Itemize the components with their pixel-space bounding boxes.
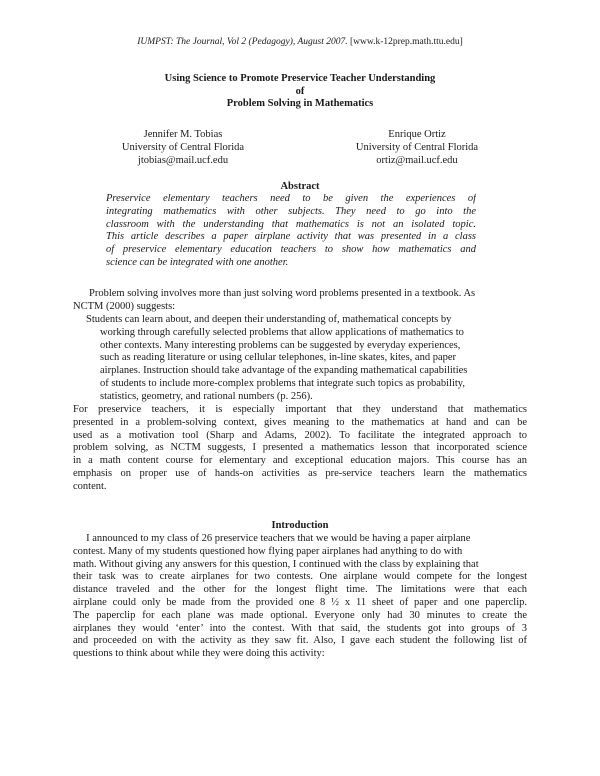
text-line: content. [73, 480, 107, 492]
author-email: jtobias@mail.ucf.edu [137, 155, 229, 166]
introduction-paragraph [73, 533, 527, 661]
author-name: Enrique Ortiz [388, 129, 446, 140]
quote-line: other contexts. Many interesting problems can be suggested by everyday experiences, [100, 339, 461, 351]
text-line: The paperclip for each plane was made optional. Everyone only had 30 minutes to create the [73, 609, 527, 621]
title-line-3: Problem Solving in Mathematics [226, 98, 374, 109]
text-line: emphasis on proper use of hands-on activities as pre-service teachers learn the mathematics [73, 467, 527, 479]
abstract-line: of preservice elementary education teachers to show how mathematics and [106, 244, 476, 256]
title-line-2: of [295, 85, 305, 97]
intro-paragraph [73, 288, 527, 314]
quote-line: Students can learn about, and deepen their understanding of, mathematical concepts by [86, 314, 452, 325]
abstract-line: science can be integrated with one another. [106, 256, 289, 268]
text-line: I announced to my class of 26 preservice teachers that we would be having a paper airplane [73, 533, 471, 544]
abstract-line: classroom with the understanding that mathematics is not an isolated topic. [106, 218, 476, 230]
text-line: their task was to create airplanes for two contests. One airplane would compete for the longest [73, 571, 527, 583]
section-heading-introduction: Introduction [271, 520, 329, 531]
text-line: problem solving, as NCTM suggests, I presented a mathematics lesson that incorporated science [73, 442, 527, 454]
text-line: airplanes they would ‘enter’ into the contest. With that said, the students got into groups of 3 [73, 622, 527, 634]
text-line: contest. Many of my students questioned how flying paper airplanes had anything to do with [73, 545, 463, 557]
quote-line: working through carefully selected problems that allow applications of mathematics to [100, 326, 464, 338]
block-quote [86, 314, 516, 404]
title-line-1: Using Science to Promote Preservice Teacher Understanding [164, 73, 436, 84]
text-line: NCTM (2000) suggests: [73, 300, 176, 312]
abstract-text [106, 193, 476, 270]
author-name: Jennifer M. Tobias [143, 129, 223, 140]
text-line: and proceeded on with the activity as they saw fit. Also, I gave each student the following list of [73, 635, 527, 647]
journal-citation: IUMPST: The Journal, Vol 2 (Pedagogy), August 2007. [137, 37, 348, 47]
abstract-heading: Abstract [280, 181, 320, 192]
author-email: ortiz@mail.ucf.edu [376, 155, 458, 166]
author-affiliation: University of Central Florida [355, 142, 479, 153]
text-line: math. Without giving any answers for this question, I continued with the class by explaining that [73, 558, 479, 570]
body-paragraph-2 [73, 404, 527, 494]
quote-line: such as reading literature or using cellular telephones, in-line skates, kites, and paper [100, 352, 457, 364]
quote-line: airplanes. Instruction should take advantage of the expanding mathematical capabilities [100, 365, 468, 377]
abstract-line: Preservice elementary teachers need to be given the experiences of [106, 193, 476, 204]
text-line: presented in a problem-solving context, gives meaning to the mathematics at hand and can be [73, 416, 527, 428]
text-line: questions to think about while they were doing this activity: [73, 648, 325, 660]
journal-url: [www.k-12prep.math.ttu.edu] [347, 37, 463, 47]
text-line: used as a motivation tool (Sharp and Adams, 2002). To facilitate the integrated approach to [73, 429, 527, 441]
running-header [0, 36, 600, 48]
text-line: distance traveled and the other for the longest flight time. The limitations were that each [73, 584, 527, 596]
quote-line: statistics, geometry, and rational numbers (p. 256). [100, 390, 313, 402]
text-line: in a math content course for elementary and exceptional education majors. This course has an [73, 455, 527, 467]
author-block-2 [317, 128, 517, 167]
text-line: For preservice teachers, it is especially important that they understand that mathematics [73, 404, 527, 415]
text-line: airplane could only be made from the provided one 8 ½ x 11 sheet of paper and one paperclip. [73, 596, 527, 608]
text-line: Problem solving involves more than just solving word problems presented in a textbook. As [89, 288, 476, 299]
quote-line: of students to include more-complex problems that integrate such topics as probability, [100, 377, 465, 389]
abstract-line: This article describes a paper airplane activity that was presented in a class [106, 231, 476, 243]
author-affiliation: University of Central Florida [121, 142, 245, 153]
paper-title [0, 73, 600, 111]
abstract-line: integrating mathematics with other subjects. They need to go into the [106, 205, 476, 217]
author-block-1 [83, 128, 283, 167]
